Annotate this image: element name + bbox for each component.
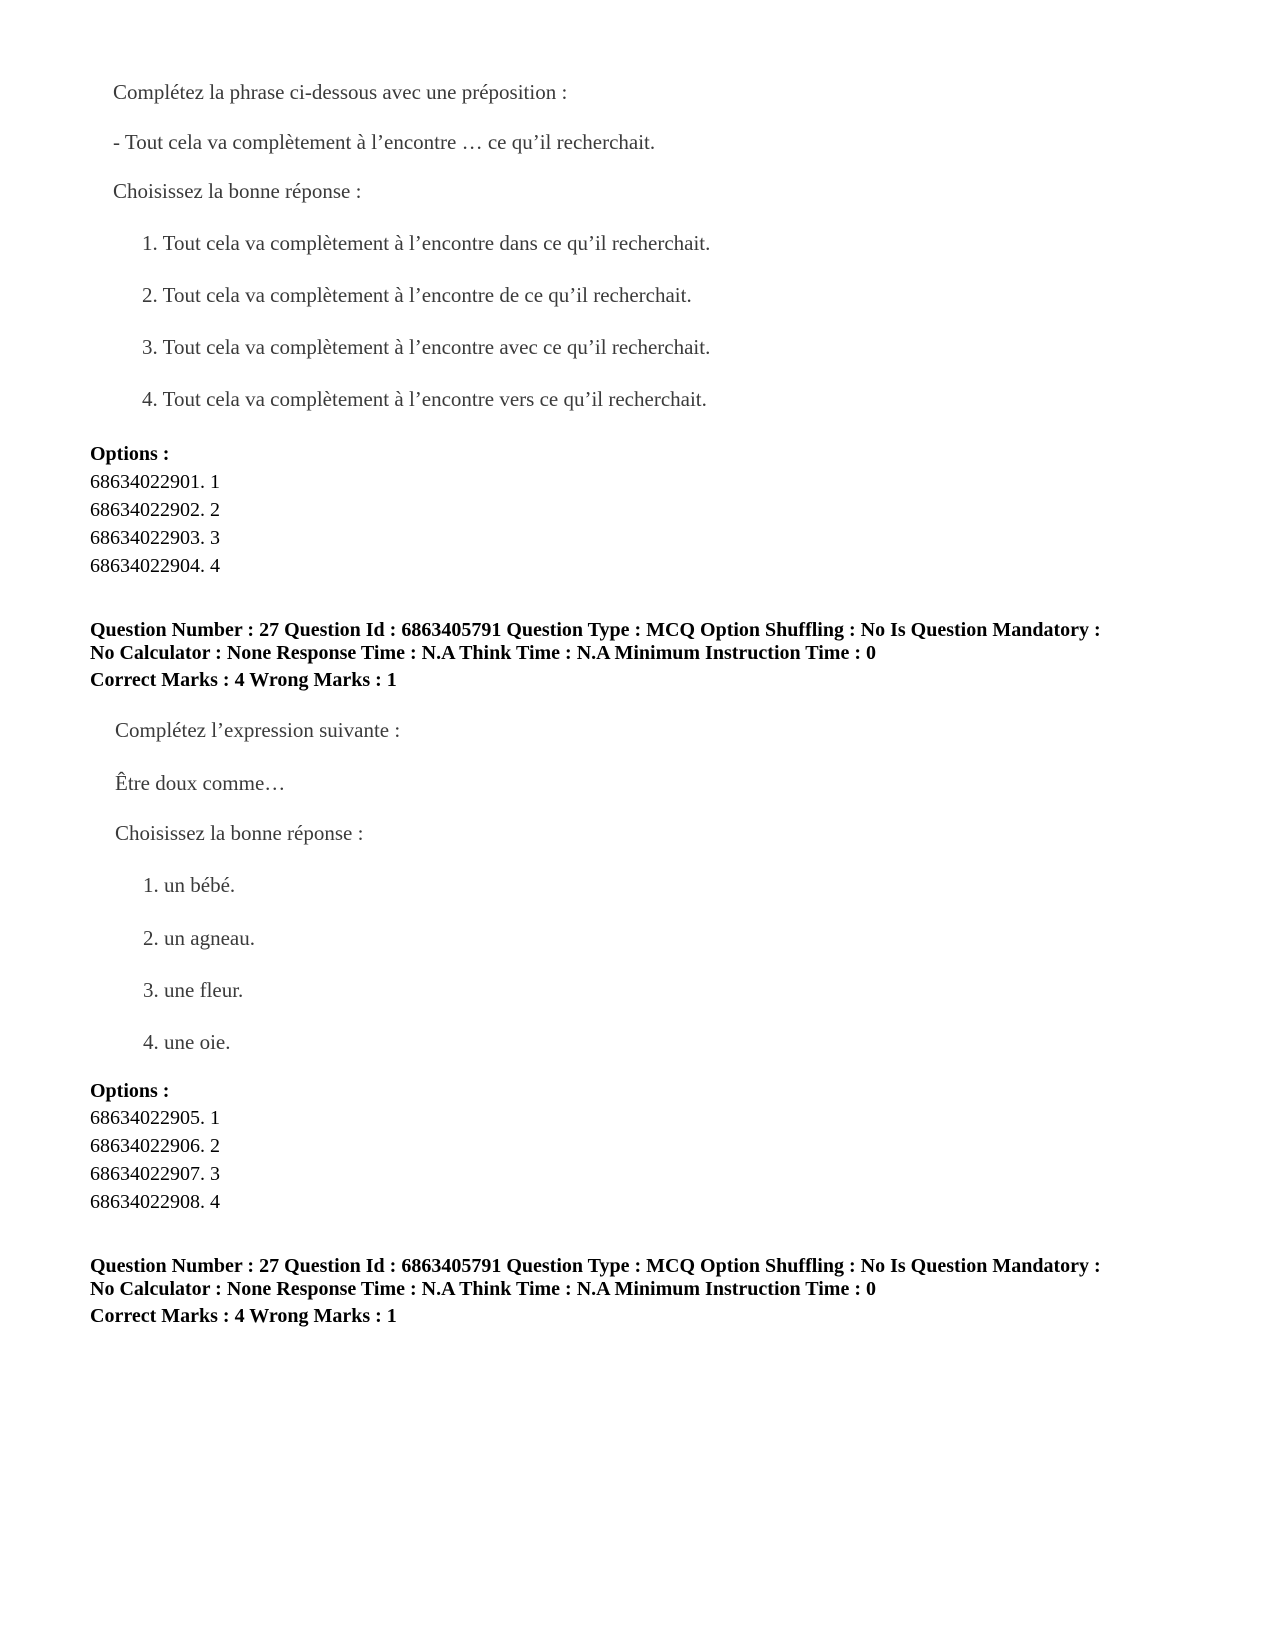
q1-option-1: 68634022901. 1	[90, 471, 220, 493]
q2-option-4: 68634022908. 4	[90, 1191, 220, 1213]
q3-meta-line-1: Question Number : 27 Question Id : 6863405791 Question Type : MCQ Option Shuffling : No Is Question Mandatory :	[90, 1255, 1101, 1277]
q2-instruction: Choisissez la bonne réponse :	[115, 821, 364, 845]
q1-choice-1: 1. Tout cela va complètement à l’encontre dans ce qu’il recherchait.	[142, 231, 711, 255]
q2-options-label: Options :	[90, 1080, 170, 1102]
q2-choice-1: 1. un bébé.	[143, 873, 236, 897]
q1-sentence: - Tout cela va complètement à l’encontre … ce qu’il recherchait.	[113, 130, 656, 154]
q1-prompt: Complétez la phrase ci-dessous avec une préposition :	[113, 80, 568, 104]
q2-option-3: 68634022907. 3	[90, 1163, 220, 1185]
q1-instruction: Choisissez la bonne réponse :	[113, 179, 362, 203]
q1-option-4: 68634022904. 4	[90, 555, 220, 577]
q1-option-3: 68634022903. 3	[90, 527, 220, 549]
q1-option-2: 68634022902. 2	[90, 499, 220, 521]
q2-choice-3: 3. une fleur.	[143, 978, 244, 1002]
q1-choice-3: 3. Tout cela va complètement à l’encontre avec ce qu’il recherchait.	[142, 335, 711, 359]
q2-option-2: 68634022906. 2	[90, 1135, 220, 1157]
q2-prompt: Complétez l’expression suivante :	[115, 718, 401, 742]
q1-options-label: Options :	[90, 443, 170, 465]
q2-marks: Correct Marks : 4 Wrong Marks : 1	[90, 669, 397, 691]
q3-meta-line-2: No Calculator : None Response Time : N.A Think Time : N.A Minimum Instruction Time : 0	[90, 1278, 876, 1300]
q2-meta-line-2: No Calculator : None Response Time : N.A Think Time : N.A Minimum Instruction Time : 0	[90, 642, 876, 664]
q2-sentence: Être doux comme…	[115, 771, 286, 795]
q1-choice-2: 2. Tout cela va complètement à l’encontre de ce qu’il recherchait.	[142, 283, 692, 307]
q2-option-1: 68634022905. 1	[90, 1107, 220, 1129]
q1-choice-4: 4. Tout cela va complètement à l’encontre vers ce qu’il recherchait.	[142, 387, 707, 411]
q3-marks: Correct Marks : 4 Wrong Marks : 1	[90, 1305, 397, 1327]
q2-choice-4: 4. une oie.	[143, 1030, 231, 1054]
q2-choice-2: 2. un agneau.	[143, 926, 255, 950]
q2-meta-line-1: Question Number : 27 Question Id : 6863405791 Question Type : MCQ Option Shuffling : No Is Question Mandatory :	[90, 619, 1101, 641]
